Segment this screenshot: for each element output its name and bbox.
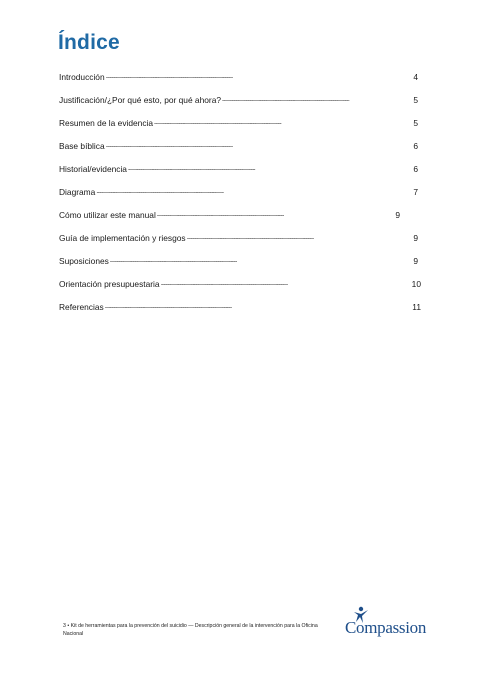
toc-entry-label: Suposiciones	[59, 256, 109, 266]
toc-entry-page: 11	[412, 302, 421, 312]
toc-entry[interactable]	[59, 114, 418, 128]
toc-dot-leader	[161, 277, 411, 289]
toc-entry-page: 9	[413, 256, 418, 266]
toc-entry-label: Resumen de la evidencia	[59, 118, 154, 128]
compassion-logo	[342, 606, 442, 642]
toc-entry-page: 5	[413, 118, 418, 128]
toc-dot-leader	[110, 254, 413, 266]
toc-entry-page: 7	[413, 187, 418, 197]
toc-entry-page: 6	[413, 141, 418, 151]
toc-entry-label: Guía de implementación y riesgos	[59, 233, 186, 243]
footer-text: 3 • Kit de herramientas para la prevención del suicidio — Descripción general de la intervención para la Oficina Nacional	[63, 623, 318, 637]
toc-entry-label: Orientación presupuestaria	[59, 279, 160, 289]
toc-dot-leader	[154, 116, 412, 128]
toc-entry[interactable]	[59, 68, 418, 82]
toc-entry-label: Justificación/¿Por qué esto, por qué ahora?	[59, 95, 222, 105]
toc-entry-page: 10	[411, 279, 421, 289]
toc-entry[interactable]	[59, 183, 418, 197]
toc-dot-leader	[96, 185, 412, 197]
toc-entry-page: 9	[395, 210, 400, 220]
toc-entry[interactable]	[59, 298, 421, 312]
toc-entry-page: 4	[413, 72, 418, 82]
toc-dot-leader	[106, 139, 413, 151]
toc-entry-label: Diagrama	[59, 187, 96, 197]
toc-entry[interactable]	[59, 160, 418, 174]
toc-entry[interactable]	[59, 252, 418, 266]
toc-dot-leader	[157, 208, 395, 220]
toc-dot-leader	[128, 162, 412, 174]
logo-wordmark: Compassion	[345, 618, 427, 637]
toc-entry-page: 9	[413, 233, 418, 243]
toc-entry-label: Introducción	[59, 72, 105, 82]
toc-entry-label: Referencias	[59, 302, 104, 312]
toc-entry-page: 6	[413, 164, 418, 174]
toc-entry-label: Base bíblica	[59, 141, 105, 151]
toc-entry-label: Cómo utilizar este manual	[59, 210, 156, 220]
toc-entry[interactable]	[59, 229, 418, 243]
toc-dot-leader	[187, 231, 413, 243]
toc-entry[interactable]	[59, 275, 421, 289]
toc-dot-leader	[106, 70, 413, 82]
toc-dot-leader	[105, 300, 412, 312]
toc-entry[interactable]	[59, 137, 418, 151]
toc-entry[interactable]	[59, 91, 418, 105]
toc-entry-label: Historial/evidencia	[59, 164, 127, 174]
toc-entry-page: 5	[413, 95, 418, 105]
toc-entry[interactable]	[59, 206, 400, 220]
page-title: Índice	[58, 31, 120, 54]
toc-dot-leader	[222, 93, 412, 105]
